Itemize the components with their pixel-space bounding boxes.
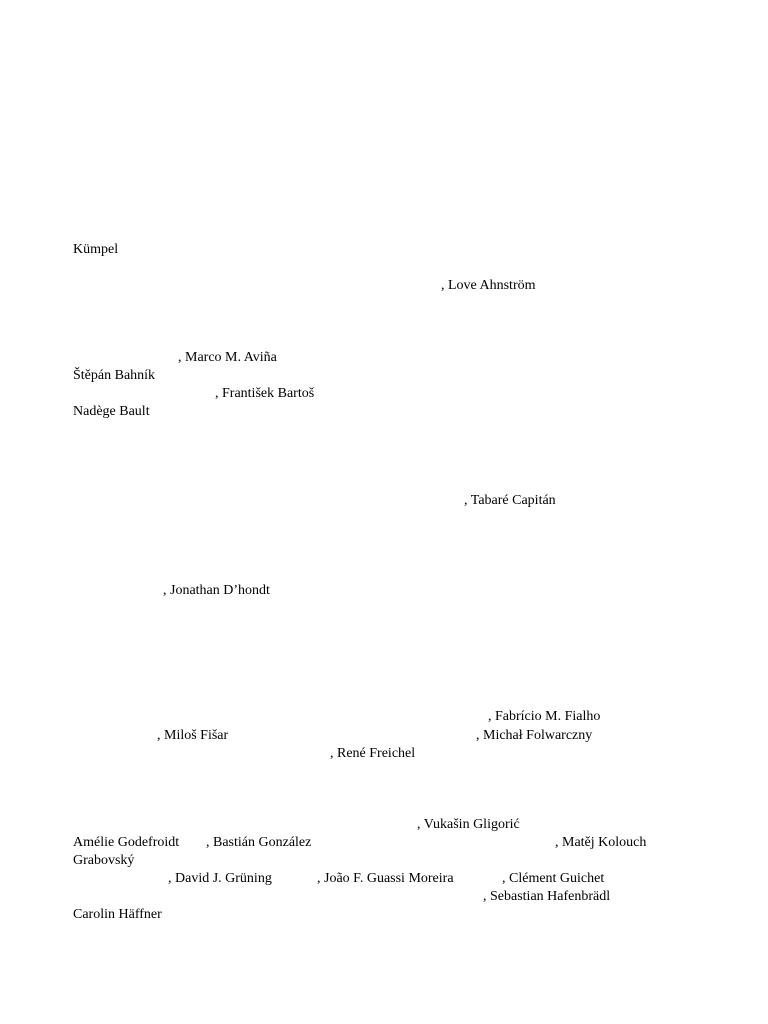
author-name: , Jonathan D’hondt: [163, 583, 270, 598]
author-name: , Miloš Fišar: [157, 728, 229, 743]
author-name: , Sebastian Hafenbrädl: [483, 889, 611, 904]
author-name: , Vukašin Gligorić: [417, 817, 520, 832]
author-name: Amélie Godefroidt: [73, 835, 180, 850]
author-name: Carolin Häffner: [73, 907, 162, 922]
author-name: , René Freichel: [330, 746, 416, 761]
author-name: , František Bartoš: [215, 386, 315, 401]
author-name: , David J. Grüning: [168, 871, 272, 886]
author-name: Kümpel: [73, 242, 119, 257]
author-name: Štěpán Bahník: [73, 368, 156, 383]
author-name: , Clément Guichet: [502, 871, 605, 886]
author-name: , João F. Guassi Moreira: [317, 871, 454, 886]
author-name: , Tabaré Capitán: [464, 493, 556, 508]
author-name: Nadège Bault: [73, 404, 150, 419]
author-name: , Love Ahnström: [441, 278, 536, 293]
author-name: Grabovský: [73, 853, 135, 868]
author-name: , Marco M. Aviña: [178, 350, 277, 365]
author-name: , Fabrício M. Fialho: [488, 709, 601, 724]
author-name: , Michał Folwarczny: [476, 728, 593, 743]
author-name: , Bastián González: [206, 835, 312, 850]
author-name: , Matěj Kolouch: [555, 835, 647, 850]
